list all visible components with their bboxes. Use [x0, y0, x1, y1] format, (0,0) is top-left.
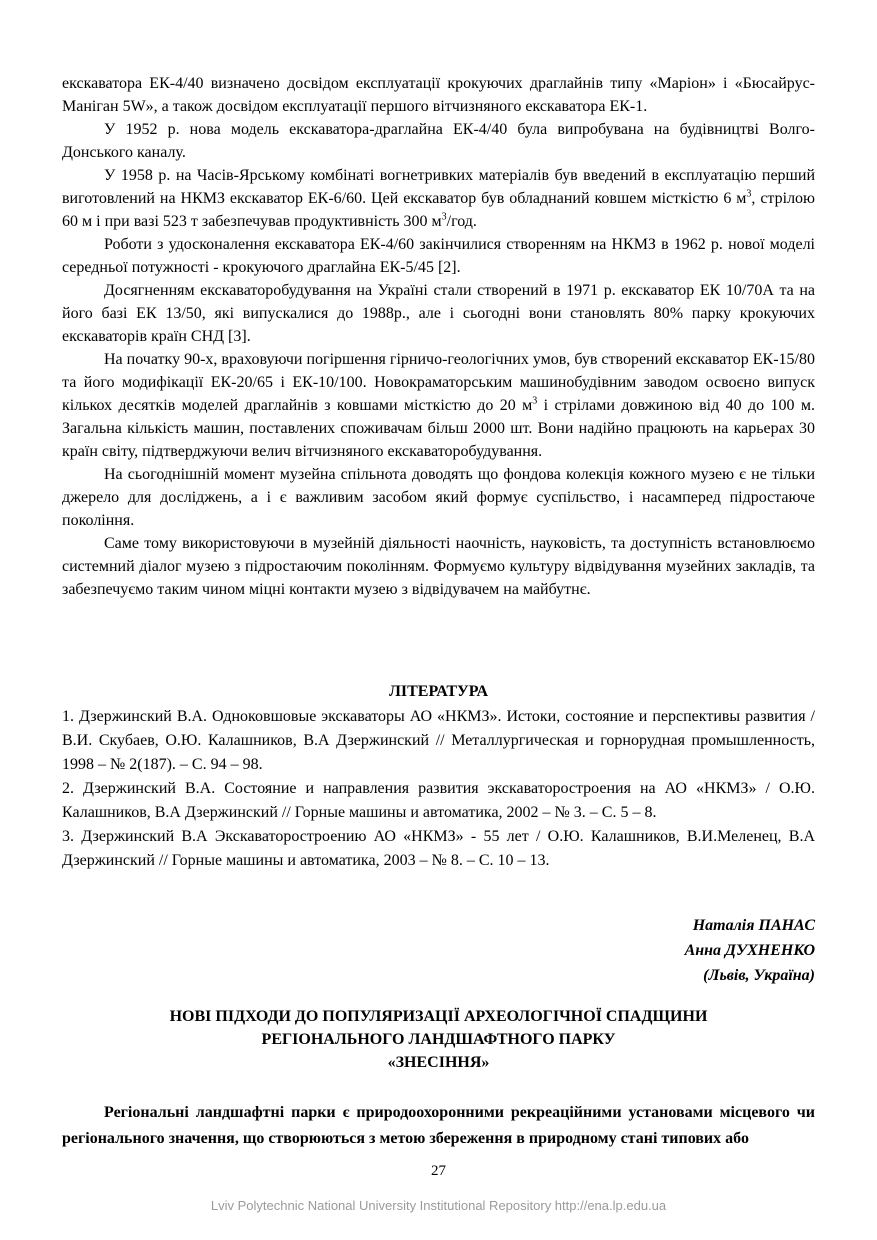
- paragraph: На початку 90-х, враховуючи погіршення гірничо-геологічних умов, був створений екскаватор ЕК-15/80 та його модифікації ЕК-20/65 і ЕК-10/100. Новокраматорським машинобудівним заводом освоєно випуск кількох десятків моделей драглайнів з ковшами місткістю до 20 $м^3$ і стрілами довжиною від 40 до 100 м. Загальна кількість машин, поставлених споживачам більш 2000 шт. Вони надійно працюють на карьерах 30 країн світу, підтверджуючи велич вітчизняного екскаваторобудування.: [62, 351, 816, 460]
- page-number: 27: [431, 1163, 446, 1179]
- author-location: (Львів, Україна): [703, 967, 815, 984]
- body-text: [62, 72, 815, 601]
- author-name: Наталія ПАНАС: [692, 917, 815, 934]
- paragraph: У 1952 р. нова модель екскаватора-драглайна ЕК-4/40 була випробувана на будівництві Волго-Донського каналу.: [62, 121, 815, 161]
- repository-footer: Lviv Polytechnic National University Institutional Repository http://ena.lp.edu.ua: [210, 1198, 667, 1213]
- literature-section: [62, 680, 815, 873]
- paragraph: У 1958 р. на Часів-Ярському комбінаті вогнетривких матеріалів був введений в експлуатацію перший виготовлений на НКМЗ екскаватор ЕК-6/60. Цей екскаватор був обладнаний ковшем місткістю 6 $м^3$, стрілою 60 м і при вазі 523 т забезпечував продуктивність 300 $м^3$/год.: [62, 167, 816, 230]
- article-abstract: Регіональні ландшафтні парки є природоохоронними рекреаційними установами місцевого чи регіонального значення, що створюються з метою збереження в природному стані типових або: [62, 1104, 815, 1147]
- reference-item: 1. Дзержинский В.А. Одноковшовые экскаваторы АО «НКМЗ». Истоки, состояние и перспективы развития / В.И. Скубаев, О.Ю. Калашников, В.А Дзержинский // Металлургическая и горнорудная промышленность, 1998 – № 2(187). – С. 94 – 98.: [62, 708, 815, 773]
- paragraph: Саме тому використовуючи в музейній діяльності наочність, науковість, та доступність встановлюємо системний діалог музею з підростаючим поколінням. Формуємо культуру відвідування музейних закладів, та забезпечуємо таким чином міцні контакти музею з відвідувачем на майбутнє.: [62, 535, 815, 598]
- literature-heading: ЛІТЕРАТУРА: [388, 683, 489, 700]
- author-name: Анна ДУХНЕНКО: [684, 942, 815, 959]
- article-authors: [685, 913, 815, 988]
- paragraph: Досягненням екскаваторобудування на Україні стали створений в 1971 р. екскаватор ЕК 10/70А та на його базі ЕК 13/50, які випускалися до 1988р., але і сьогодні вони становлять 80% парку крокуючих екскаваторів країн СНД [3].: [62, 282, 815, 345]
- paragraph: екскаватора ЕК-4/40 визначено досвідом експлуатації крокуючих драглайнів типу «Маріон» і «Бюсайрус-Маніган 5W», а також досвідом експлуатації першого вітчизняного екскаватора ЕК-1.: [62, 75, 815, 115]
- reference-item: 3. Дзержинский В.А Экскаваторостроению АО «НКМЗ» - 55 лет / О.Ю. Калашников, В.И.Меленец, В.А Дзержинский // Горные машины и автоматика, 2003 – № 8. – С. 10 – 13.: [62, 828, 815, 869]
- paragraph: На сьогоднішній момент музейна спільнота доводять що фондова колекція кожного музею є не тільки джерело для досліджень, а і є важливим засобом який формує суспільство, і насамперед підростаюче покоління.: [62, 466, 815, 529]
- article-title: НОВІ ПІДХОДИ ДО ПОПУЛЯРИЗАЦІЇ АРХЕОЛОГІЧНОЇ СПАДЩИНИ РЕГІОНАЛЬНОГО ЛАНДШАФТНОГО ПАРКУ «ЗНЕСІННЯ»: [169, 1008, 708, 1071]
- reference-item: 2. Дзержинский В.А. Состояние и направления развития экскаваторостроения на АО «НКМЗ» / О.Ю. Калашников, В.А Дзержинский // Горные машины и автоматика, 2002 – № 3. – С. 5 – 8.: [62, 780, 815, 821]
- paragraph: Роботи з удосконалення екскаватора ЕК-4/60 закінчилися створенням на НКМЗ в 1962 р. нової моделі середньої потужності - крокуючого драглайна ЕК-5/45 [2].: [62, 236, 815, 276]
